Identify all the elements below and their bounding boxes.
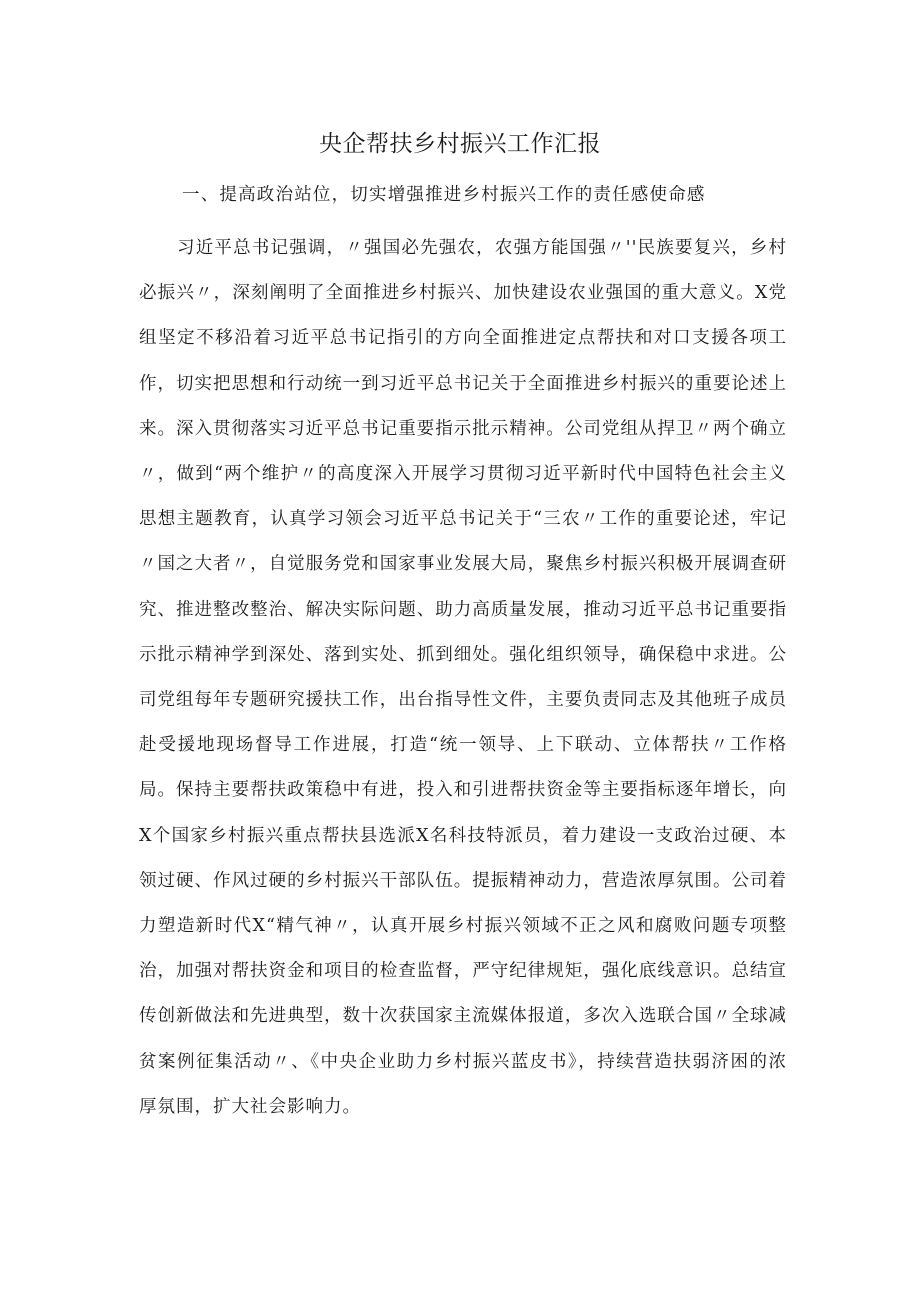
document-title: 央企帮扶乡村振兴工作汇报 (319, 131, 601, 157)
section-heading: 一、提高政治站位，切实增强推进乡村振兴工作的责任感使命感 (182, 185, 706, 205)
body-paragraph: 习近平总书记强调，〃强国必先强农，农强方能国强〃''民族要复兴，乡村必振兴〃，深刻阐明了全面推进乡村振兴、加快建设农业强国的重大意义。X党组坚定不移沿着习近平总书记指引的方向全面推进定点帮扶和对口支援各项工作，切实把思想和行动统一到习近平总书记关于全面推进乡村振兴的重要论述上来。深入贯彻落实习近平总书记重要指示批示精神。公司党组从捍卫〃两个确立〃，做到“两个维护〃的高度深入开展学习贯彻习近平新时代中国特色社会主义思想主题教育，认真学习领会习近平总书记关于“三农〃工作的重要论述，牢记〃国之大者〃，自觉服务党和国家事业发展大局，聚焦乡村振兴积极开展调查研究、推进整改整治、解决实际问题、助力高质量发展，推动习近平总书记重要指示批示精神学到深处、落到实处、抓到细处。强化组织领导，确保稳中求进。公司党组每年专题研究援扶工作，出台指导性文件，主要负责同志及其他班子成员赴受援地现场督导工作进展，打造“统一领导、上下联动、立体帮扶〃工作格局。保持主要帮扶政策稳中有进，投入和引进帮扶资金等主要指标逐年增长，向X个国家乡村振兴重点帮扶县选派X名科技特派员，着力建设一支政治过硬、本领过硬、作风过硬的乡村振兴干部队伍。提振精神动力，营造浓厚氛围。公司着力塑造新时代X“精气神〃，认真开展乡村振兴领域不正之风和腐败问题专项整治，加强对帮扶资金和项目的检查监督，严守纪律规矩，强化底线意识。总结宣传创新做法和先进典型，数十次获国家主流媒体报道，多次入选联合国〃全球减贫案例征集活动〃、《中央企业助力乡村振兴蓝皮书》，持续营造扶弱济困的浓厚氛围，扩大社会影响力。 (139, 238, 787, 1117)
